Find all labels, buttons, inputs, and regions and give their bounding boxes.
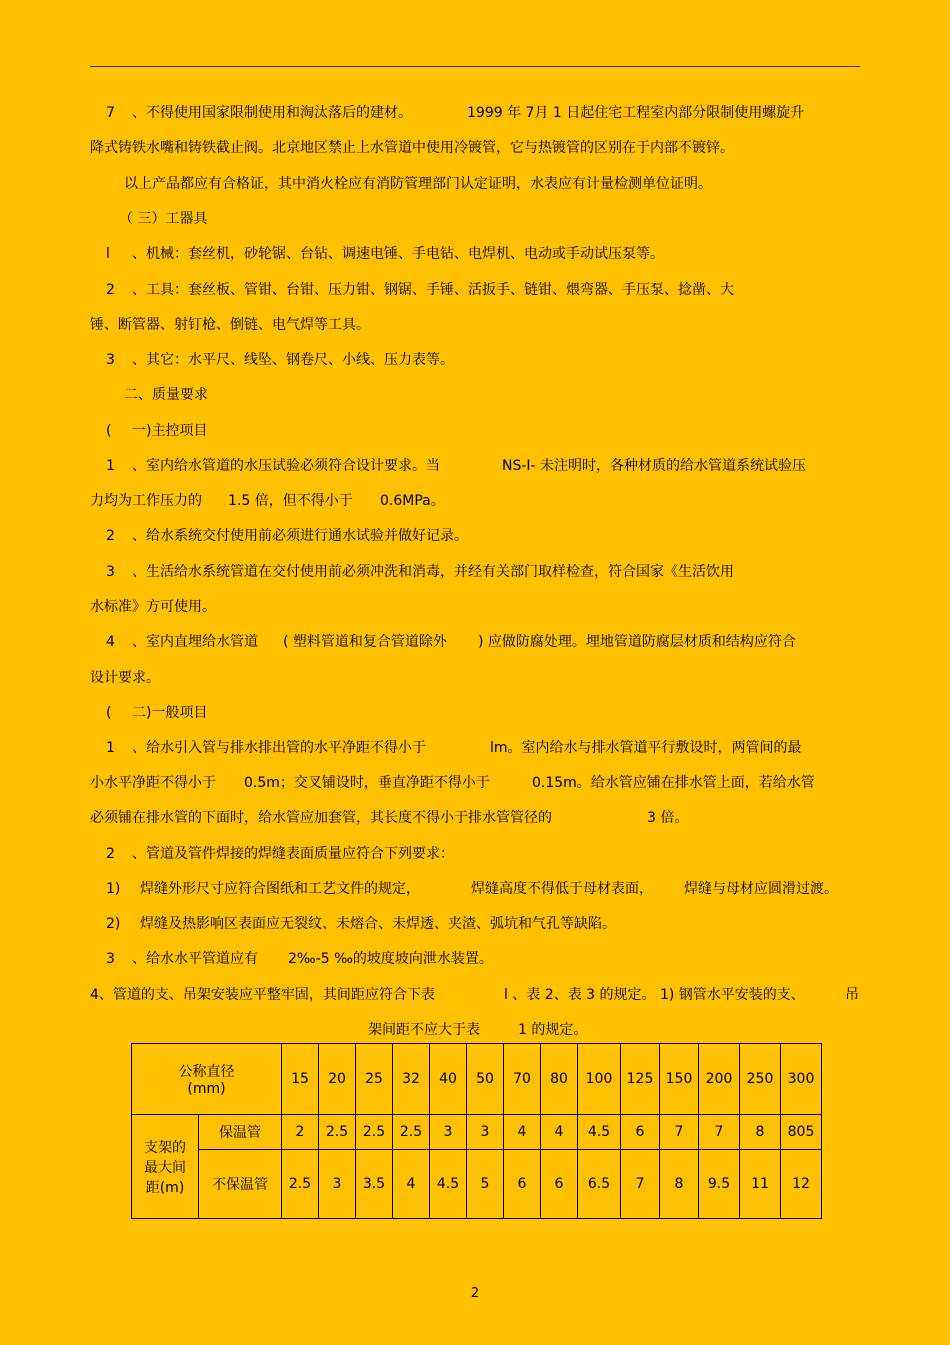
- uninsulated-label-cell: 不保温管: [199, 1150, 282, 1219]
- header-rule: [90, 66, 860, 67]
- paragraph-line: 降式铸铁水嘴和铸铁截止阀。北京地区禁止上水管道中使用冷镀管，它与热镀管的区别在于内部不镀锌。: [90, 140, 734, 156]
- paren: (: [106, 705, 112, 721]
- diameter-cell: 40: [430, 1044, 467, 1115]
- table-cell: 3.5: [356, 1150, 393, 1219]
- item-number: 2: [106, 846, 115, 862]
- text-segment: 0.15m。给水管应铺在排水管上面，若给水管: [532, 775, 815, 791]
- table-cell: 12: [781, 1150, 822, 1219]
- text-segment: 、室内直埋给水管道: [132, 634, 258, 650]
- item-number: 3: [106, 951, 115, 967]
- text-segment: 、管道及管件焊接的焊缝表面质量应符合下列要求：: [132, 846, 454, 862]
- text-segment: l 、表 2、表 3 的规定。 1) 钢管水平安装的支、: [504, 987, 805, 1003]
- text-segment: lm。室内给水与排水管道平行敷设时，两管间的最: [490, 740, 802, 756]
- diameter-cell: 250: [740, 1044, 781, 1115]
- diameter-cell: 125: [621, 1044, 660, 1115]
- table-cell: 11: [740, 1150, 781, 1219]
- table-cell: 3: [319, 1150, 356, 1219]
- item-number: 3: [106, 564, 115, 580]
- item-number: 1: [106, 458, 115, 474]
- text-segment: 架间距不应大于表: [368, 1022, 480, 1038]
- text-segment: 、其它：水平尺、线坠、钢卷尺、小线、压力表等。: [132, 352, 454, 368]
- item-number: 7: [106, 105, 115, 121]
- paragraph-line: 锤、断管器、射钉枪、倒链、电气焊等工具。: [90, 317, 370, 333]
- text-segment: 焊缝及热影响区表面应无裂纹、未熔合、未焊透、夹渣、弧坑和气孔等缺陷。: [140, 916, 616, 932]
- header-label-unit: (mm): [187, 1081, 226, 1097]
- diameter-cell: 80: [541, 1044, 578, 1115]
- text-segment: 0.6MPa。: [380, 493, 445, 509]
- row-group-label-line: 最大间: [144, 1159, 186, 1176]
- item-number: 2: [106, 528, 115, 544]
- table-cell: 7: [660, 1115, 699, 1150]
- item-number: 2): [106, 916, 121, 932]
- table-cell: 4: [504, 1115, 541, 1150]
- diameter-cell: 150: [660, 1044, 699, 1115]
- diameter-cell: 25: [356, 1044, 393, 1115]
- table-cell: 2.5: [282, 1150, 319, 1219]
- table-cell: 4.5: [430, 1150, 467, 1219]
- text-segment: 二)一般项目: [132, 705, 208, 721]
- diameter-cell: 200: [699, 1044, 740, 1115]
- table-cell: 5: [467, 1150, 504, 1219]
- table-cell: 2.5: [319, 1115, 356, 1150]
- table-cell: 7: [621, 1150, 660, 1219]
- paragraph-line: 设计要求。: [90, 670, 160, 686]
- table-cell: 6: [541, 1150, 578, 1219]
- diameter-cell: 100: [578, 1044, 621, 1115]
- text-segment: 、给水系统交付使用前必须进行通水试验并做好记录。: [132, 528, 468, 544]
- diameter-cell: 20: [319, 1044, 356, 1115]
- text-segment: 小水平净距不得小于: [90, 775, 216, 791]
- text-segment: 一)主控项目: [132, 423, 208, 439]
- item-number: 2: [106, 282, 115, 298]
- table-cell: 6: [504, 1150, 541, 1219]
- table-row-header: [132, 1044, 822, 1115]
- insulated-label-cell: 保温管: [199, 1115, 282, 1150]
- table-cell: 9.5: [699, 1150, 740, 1219]
- diameter-cell: 70: [504, 1044, 541, 1115]
- paren: (: [106, 423, 112, 439]
- header-label-cell: [132, 1044, 282, 1115]
- table-cell: 8: [740, 1115, 781, 1150]
- row-group-label-line: 距(m): [145, 1179, 185, 1196]
- table-cell: 3: [430, 1115, 467, 1150]
- text-segment: NS-I- 未注明时，各种材质的给水管道系统试验压: [502, 458, 807, 474]
- text-segment: 、机械：套丝机，砂轮锯、台钻、调速电锤、手电钻、电焊机、电动或手动试压泵等。: [132, 246, 664, 262]
- text-segment: 1999 年 7月 1 日起住宅工程室内部分限制使用螺旋升: [467, 105, 805, 121]
- diameter-cell: 300: [781, 1044, 822, 1115]
- section-heading-tools: （ 三）工器具: [119, 211, 208, 227]
- text-segment: 4、管道的支、吊架安装应平整牢固，其间距应符合下表: [90, 987, 435, 1003]
- table-cell: 4: [393, 1150, 430, 1219]
- text-segment: 焊缝与母材应圆滑过渡。: [684, 881, 838, 897]
- text-segment: 1 的规定。: [518, 1022, 588, 1038]
- support-spacing-table: [131, 1043, 822, 1219]
- text-segment: ( 塑料管道和复合管道除外: [283, 634, 447, 650]
- text-segment: 、不得使用国家限制使用和淘汰落后的建材。: [132, 105, 412, 121]
- text-segment: 、工具：套丝板、管钳、台钳、压力钳、钢锯、手锤、活扳手、链钳、煨弯器、手压泵、捻凿、大: [132, 282, 734, 298]
- table-cell: 6: [621, 1115, 660, 1150]
- text-segment: 焊缝外形尺寸应符合图纸和工艺文件的规定，: [140, 881, 420, 897]
- table-cell: 2.5: [393, 1115, 430, 1150]
- text-segment: 、给水引入管与排水排出管的水平净距不得小于: [132, 740, 426, 756]
- table-row-insulated: [132, 1115, 822, 1150]
- table-cell: 8: [660, 1150, 699, 1219]
- table-cell: 4: [541, 1115, 578, 1150]
- paragraph-line: 水标准》方可使用。: [90, 599, 216, 615]
- paragraph-line: 以上产品都应有合格证，其中消火栓应有消防管理部门认定证明，水表应有计量检测单位证明。: [124, 176, 712, 192]
- section-heading-quality: 二、质量要求: [124, 387, 208, 403]
- text-segment: 0.5m；交叉铺设时，垂直净距不得小于: [244, 775, 490, 791]
- table-cell: 3: [467, 1115, 504, 1150]
- text-segment: 2‰-5 ‰的坡度坡向泄水装置。: [288, 951, 493, 967]
- text-segment: 、给水水平管道应有: [132, 951, 258, 967]
- table-cell: 2.5: [356, 1115, 393, 1150]
- text-segment: 必须铺在排水管的下面时，给水管应加套管，其长度不得小于排水管管径的: [90, 810, 552, 826]
- table-cell: 7: [699, 1115, 740, 1150]
- item-number: 3: [106, 352, 115, 368]
- text-segment: 吊: [845, 987, 859, 1003]
- table-row-uninsulated: [132, 1150, 822, 1219]
- text-segment: 、室内给水管道的水压试验必须符合设计要求。当: [132, 458, 440, 474]
- item-number: 1: [106, 740, 115, 756]
- item-number: l: [106, 246, 110, 262]
- item-number: 1): [106, 881, 121, 897]
- text-segment: ) 应做防腐处理。埋地管道防腐层材质和结构应符合: [478, 634, 796, 650]
- page-number: 2: [470, 1286, 480, 1301]
- text-segment: 3 倍。: [647, 810, 689, 826]
- item-number: 4: [106, 634, 115, 650]
- diameter-cell: 50: [467, 1044, 504, 1115]
- header-label-line: 公称直径: [178, 1064, 235, 1080]
- diameter-cell: 15: [282, 1044, 319, 1115]
- table-cell: 2: [282, 1115, 319, 1150]
- table-cell: 805: [781, 1115, 822, 1150]
- text-segment: 焊缝高度不得低于母材表面，: [471, 881, 653, 897]
- table-cell: 6.5: [578, 1150, 621, 1219]
- text-segment: 力均为工作压力的: [90, 493, 202, 509]
- row-group-label-cell: [132, 1115, 199, 1219]
- row-group-label-line: 支架的: [144, 1139, 186, 1156]
- text-segment: 、生活给水系统管道在交付使用前必须冲洗和消毒，并经有关部门取样检查，符合国家《生活饮用: [132, 564, 734, 580]
- diameter-cell: 32: [393, 1044, 430, 1115]
- table-cell: 4.5: [578, 1115, 621, 1150]
- text-segment: 1.5 倍，但不得小于: [228, 493, 353, 509]
